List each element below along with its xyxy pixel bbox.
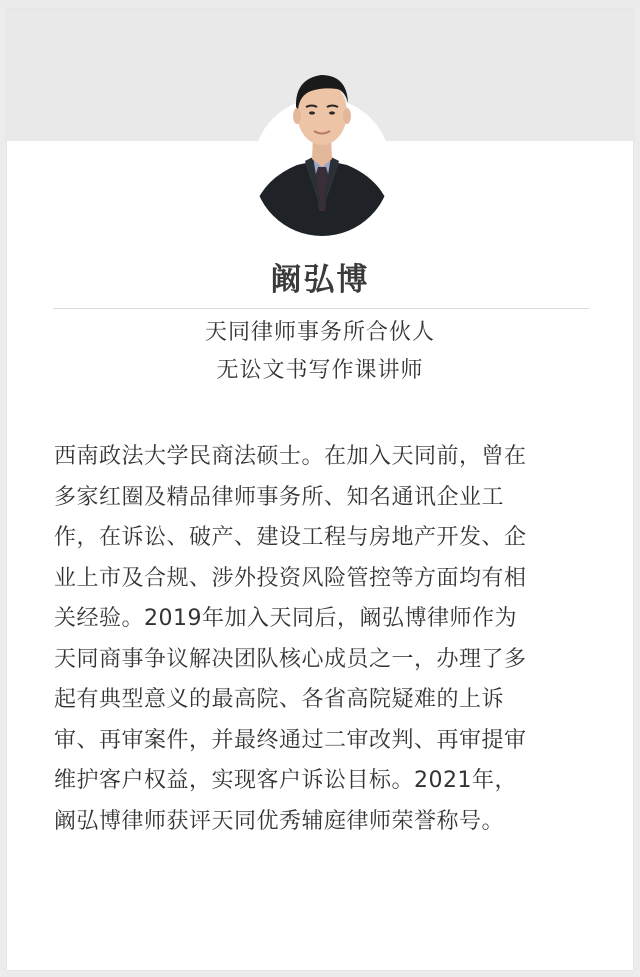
- profile-card: [6, 8, 634, 971]
- bio-line: 起有典型意义的最高院、各省高院疑难的上诉: [54, 687, 505, 712]
- bio-line: 西南政法大学民商法硕士。在加入天同前，曾在: [54, 444, 527, 469]
- bio-line: 天同商事争议解决团队核心成员之一，办理了多: [54, 646, 527, 672]
- bio-line: 多家红圈及精品律师事务所、知名通讯企业工: [54, 484, 505, 510]
- bio-line: 关经验。2019年加入天同后，阚弘博律师作为: [54, 606, 517, 631]
- name-divider: [53, 308, 589, 309]
- lawyer-portrait-photo: [253, 61, 391, 239]
- title-lecturer: 无讼文书写作课讲师: [216, 358, 424, 383]
- bio-line: 审、再审案件，并最终通过二审改判、再审提审: [54, 727, 527, 753]
- bio-line: 维护客户权益，实现客户诉讼目标。2021年，: [54, 768, 517, 793]
- bio-line: 作，在诉讼、破产、建设工程与房地产开发、企: [54, 525, 527, 550]
- bio-line: 阚弘博律师获评天同优秀辅庭律师荣誉称号。: [54, 808, 505, 834]
- biography-text: [54, 437, 594, 842]
- lawyer-name: 阚弘博: [270, 262, 370, 298]
- title-position: 天同律师事务所合伙人: [204, 320, 435, 345]
- bio-line: 业上市及合规、涉外投资风险管控等方面均有相: [54, 565, 527, 591]
